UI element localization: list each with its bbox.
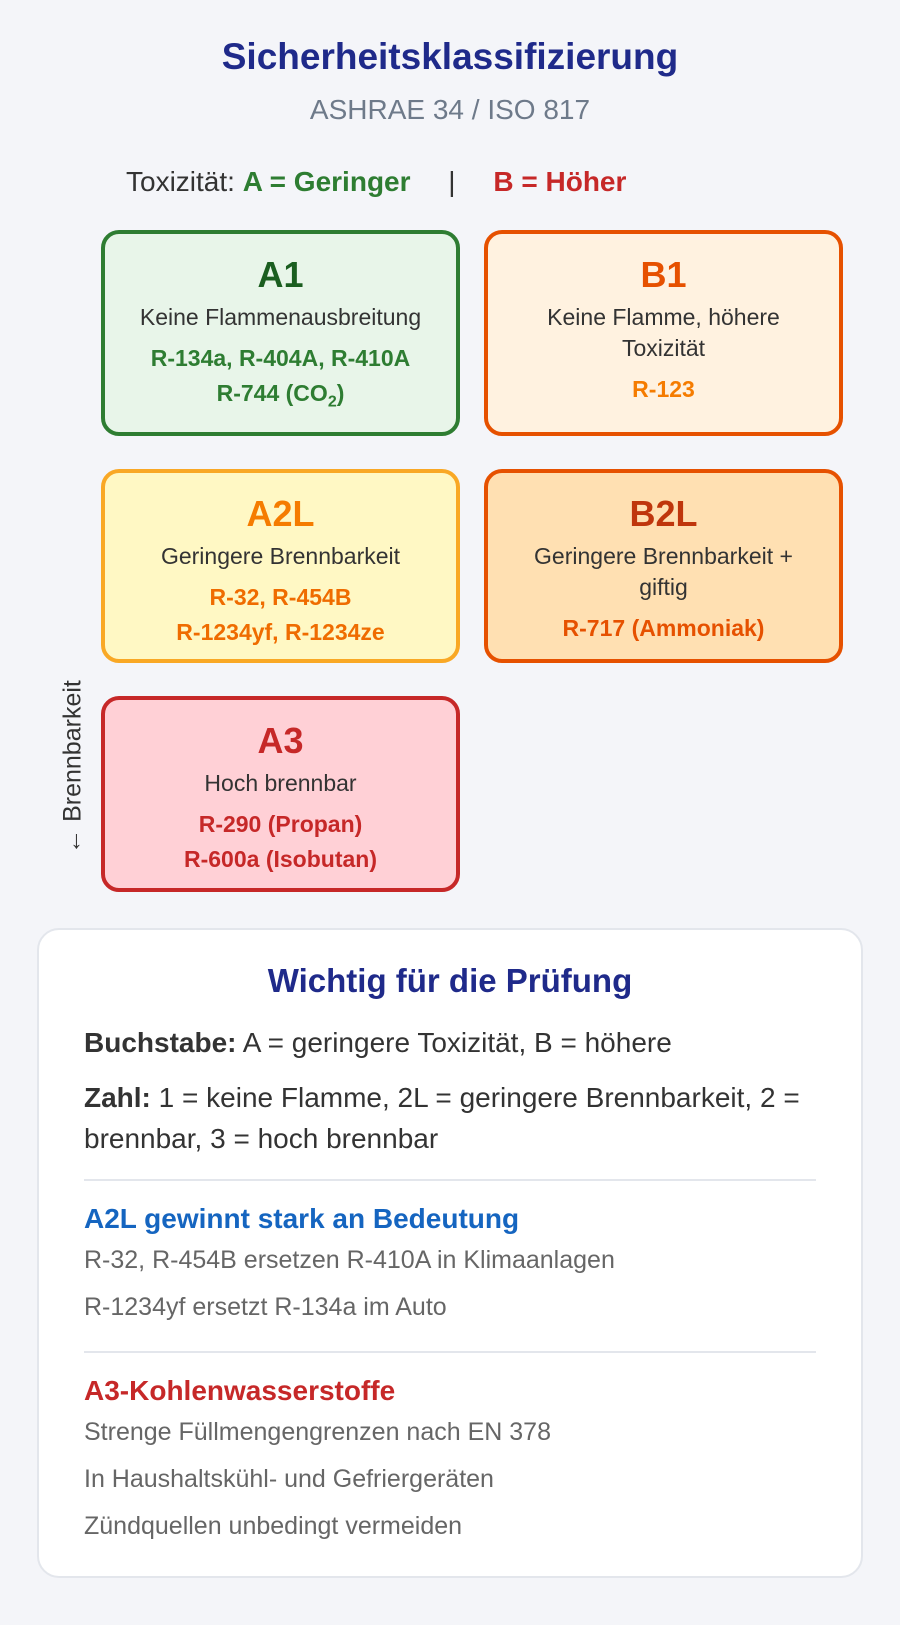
class-examples xyxy=(105,580,456,650)
examples-line: R-32, R-454B xyxy=(209,584,352,610)
class-description: Keine Flamme, höhere Toxizität xyxy=(547,304,780,361)
class-description: Keine Flammenausbreitung xyxy=(139,304,422,330)
legend-prefix: Toxizität: xyxy=(126,166,235,197)
a2l-item: R-1234yf ersetzt R-134a im Auto xyxy=(84,1293,447,1321)
class-card-b2l xyxy=(484,469,843,663)
legend-a: A = Geringer xyxy=(242,166,411,197)
examples-line: R-290 (Propan) xyxy=(198,811,363,837)
number-explanation xyxy=(84,1077,816,1159)
toxicity-legend xyxy=(126,166,626,198)
examples-line xyxy=(105,376,456,420)
a3-item: In Haushaltskühl- und Gefriergeräten xyxy=(84,1465,494,1493)
a3-item: Zündquellen unbedingt vermeiden xyxy=(84,1512,463,1540)
page-subtitle: ASHRAE 34 / ISO 817 xyxy=(309,94,591,125)
letter-explanation xyxy=(84,1022,816,1063)
exam-info-box xyxy=(37,928,863,1578)
class-examples: R-717 (Ammoniak) xyxy=(562,615,765,641)
a3-section-title: A3-Kohlenwasserstoffe xyxy=(84,1375,396,1406)
letter-text: A = geringere Toxizität, B = höhere xyxy=(242,1027,672,1058)
examples-text: R-744 (CO xyxy=(216,380,328,406)
class-card-a1 xyxy=(101,230,460,436)
flammability-axis-label: ← Brennbarkeit xyxy=(58,680,87,854)
letter-label: Buchstabe: xyxy=(84,1027,237,1058)
class-description: Geringere Brennbarkeit xyxy=(160,543,401,569)
class-code: A2L xyxy=(246,493,315,534)
class-examples xyxy=(105,807,456,877)
examples-line: R-1234yf, R-1234ze xyxy=(176,619,385,645)
legend-b: B = Höher xyxy=(493,166,627,197)
a2l-item: R-32, R-454B ersetzen R-410A in Klimaanlagen xyxy=(84,1246,615,1274)
examples-line: R-600a (Isobutan) xyxy=(184,846,377,872)
class-examples: R-123 xyxy=(632,376,695,402)
info-title: Wichtig für die Prüfung xyxy=(267,962,633,999)
class-card-a2l xyxy=(101,469,460,663)
a3-item: Strenge Füllmengengrenzen nach EN 378 xyxy=(84,1418,551,1446)
a2l-section-title: A2L gewinnt stark an Bedeutung xyxy=(84,1203,520,1234)
class-code: B2L xyxy=(629,493,698,534)
class-card-a3 xyxy=(101,696,460,892)
legend-separator: | xyxy=(448,166,456,197)
class-code: A3 xyxy=(257,720,304,761)
divider xyxy=(84,1179,816,1181)
class-examples xyxy=(105,341,456,420)
page-title: Sicherheitsklassifizierung xyxy=(221,36,679,77)
class-card-b1 xyxy=(484,230,843,436)
class-code: B1 xyxy=(640,254,687,295)
subscript: 2 xyxy=(327,393,337,411)
number-text: 1 = keine Flamme, 2L = geringere Brennbarkeit, 2 = brennbar, 3 = hoch brennbar xyxy=(84,1082,800,1154)
examples-line: R-134a, R-404A, R-410A xyxy=(150,345,411,371)
examples-text: ) xyxy=(336,380,345,406)
divider xyxy=(84,1351,816,1353)
class-description: Hoch brennbar xyxy=(204,770,357,796)
class-description: Geringere Brennbarkeit + giftig xyxy=(534,543,793,600)
number-label: Zahl: xyxy=(84,1082,151,1113)
class-code: A1 xyxy=(257,254,304,295)
